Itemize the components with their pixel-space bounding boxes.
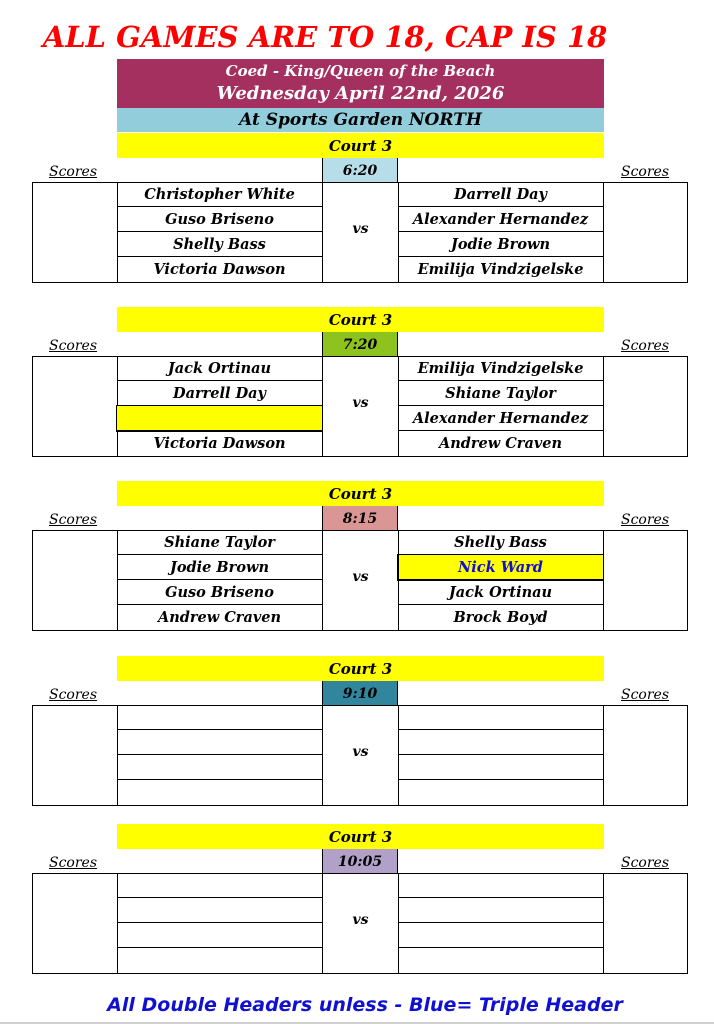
team-b-list [398, 873, 603, 973]
player-name [117, 948, 322, 972]
scores-label-right: Scores [621, 855, 670, 871]
scores-label-right: Scores [621, 512, 670, 528]
team-a-list [117, 705, 322, 805]
court-label: Court 3 [117, 307, 604, 332]
vs-label: vs [352, 395, 369, 411]
score-box-left[interactable] [32, 356, 118, 457]
vs-label: vs [352, 569, 369, 585]
scores-label-left: Scores [49, 687, 98, 703]
game-matchup [32, 182, 687, 282]
player-name [117, 873, 322, 898]
player-name: Jodie Brown [117, 555, 322, 580]
score-box-right[interactable] [603, 705, 688, 806]
team-a-list [117, 873, 322, 973]
date-banner: Wednesday April 22nd, 2026 [117, 81, 604, 108]
vs-label: vs [352, 221, 369, 237]
player-name [117, 755, 322, 780]
player-name [117, 923, 322, 948]
team-b-list [398, 705, 603, 805]
player-name [117, 730, 322, 755]
player-name: Jodie Brown [398, 232, 603, 257]
player-name: Brock Boyd [453, 609, 548, 626]
score-box-left[interactable] [32, 873, 118, 974]
league-banner: Coed - King/Queen of the Beach [117, 59, 604, 81]
scores-label-left: Scores [49, 512, 98, 528]
venue-banner: At Sports Garden NORTH [117, 108, 604, 132]
game-time: 7:20 [322, 332, 398, 357]
player-name [117, 898, 322, 923]
score-box-right[interactable] [603, 356, 688, 457]
player-name [398, 730, 603, 755]
score-box-right[interactable] [603, 873, 688, 974]
player-name [398, 948, 603, 972]
player-name: Jack Ortinau [398, 580, 603, 605]
scores-label-right: Scores [621, 164, 670, 180]
game-matchup [32, 530, 687, 630]
scores-label-left: Scores [49, 338, 98, 354]
player-name: Shelly Bass [398, 530, 603, 555]
court-label: Court 3 [117, 133, 604, 158]
court-label: Court 3 [117, 824, 604, 849]
scores-label-right: Scores [621, 338, 670, 354]
score-box-right[interactable] [603, 530, 688, 631]
player-name: Guso Briseno [117, 580, 322, 605]
player-name: Christopher White [117, 182, 322, 207]
player-name: Alexander Hernandez [398, 406, 603, 431]
team-a-list [117, 182, 322, 282]
game-time: 10:05 [322, 849, 398, 874]
scores-label-right: Scores [621, 687, 670, 703]
game-matchup [32, 356, 687, 456]
player-name: Jack Ortinau [117, 356, 322, 381]
score-box-left[interactable] [32, 182, 118, 283]
player-name [117, 406, 322, 431]
vs-label: vs [352, 912, 369, 928]
player-name: Shiane Taylor [398, 381, 603, 406]
player-name [398, 923, 603, 948]
player-name: Alexander Hernandez [398, 207, 603, 232]
player-name: Guso Briseno [117, 207, 322, 232]
game-matchup [32, 705, 687, 805]
player-name: Andrew Craven [438, 435, 563, 452]
team-b-list [398, 182, 603, 282]
score-box-right[interactable] [603, 182, 688, 283]
player-name: Andrew Craven [157, 609, 282, 626]
player-name: Shelly Bass [117, 232, 322, 257]
team-b-list [398, 356, 603, 456]
score-box-left[interactable] [32, 530, 118, 631]
player-name [398, 755, 603, 780]
team-a-list [117, 356, 322, 456]
vs-box [322, 356, 399, 457]
team-a-list [117, 530, 322, 630]
vs-label: vs [352, 744, 369, 760]
player-name: Nick Ward [398, 555, 603, 580]
vs-box [322, 530, 399, 631]
page-title: ALL GAMES ARE TO 18, CAP IS 18 [42, 20, 608, 54]
score-box-left[interactable] [32, 705, 118, 806]
player-name [398, 898, 603, 923]
vs-box [322, 873, 399, 974]
player-name [117, 780, 322, 804]
scores-label-left: Scores [49, 164, 98, 180]
player-name: Darrell Day [117, 381, 322, 406]
game-time: 8:15 [322, 506, 398, 531]
player-name: Victoria Dawson [153, 261, 286, 278]
game-matchup [32, 873, 687, 973]
scores-label-left: Scores [49, 855, 98, 871]
game-time: 6:20 [322, 158, 398, 183]
player-name: Victoria Dawson [153, 435, 286, 452]
player-name [398, 873, 603, 898]
vs-box [322, 182, 399, 283]
player-name: Darrell Day [398, 182, 603, 207]
player-name [117, 705, 322, 730]
court-label: Court 3 [117, 656, 604, 681]
court-label: Court 3 [117, 481, 604, 506]
game-time: 9:10 [322, 681, 398, 706]
vs-box [322, 705, 399, 806]
player-name: Emilija Vindzigelske [398, 356, 603, 381]
player-name: Emilija Vindzigelske [417, 261, 584, 278]
player-name [398, 705, 603, 730]
player-name: Shiane Taylor [117, 530, 322, 555]
player-name [398, 780, 603, 804]
footer-note: All Double Headers unless - Blue= Triple Header [107, 994, 623, 1016]
team-b-list [398, 530, 603, 630]
